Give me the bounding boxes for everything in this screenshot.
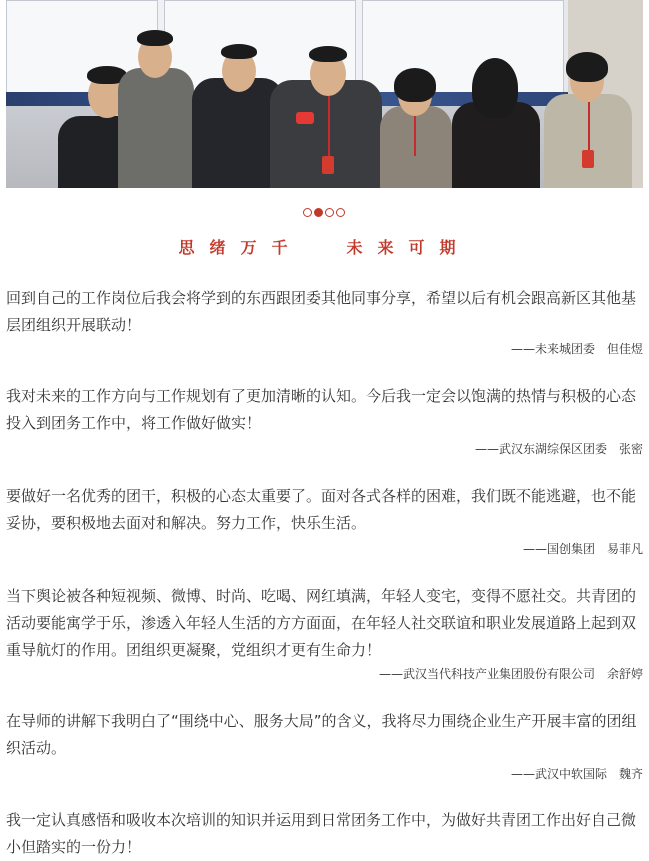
section-headline	[0, 235, 649, 258]
person	[452, 46, 540, 188]
person	[118, 16, 194, 188]
person	[544, 42, 632, 188]
testimonial-signature: ——武汉东湖综保区团委 张密	[474, 442, 643, 456]
microphone-icon	[296, 112, 314, 124]
carousel-indicator	[303, 207, 347, 219]
testimonial-signature: ——武汉当代科技产业集团股份有限公司 余舒婷	[378, 667, 643, 681]
testimonial-signature: ——国创集团 易菲凡	[522, 542, 643, 556]
person	[270, 24, 382, 188]
testimonial-signature: ——武汉中软国际 魏齐	[510, 767, 643, 781]
carousel-dot[interactable]	[303, 208, 312, 217]
person	[380, 54, 452, 188]
group-photo	[6, 0, 643, 188]
testimonial-text: 要做好一名优秀的团干，积极的心态太重要了。面对各式各样的困难，我们既不能逃避，也不能妥协，要积极地去面对和解决。努力工作，快乐生活。	[6, 487, 637, 532]
carousel-dot-active[interactable]	[314, 208, 323, 217]
carousel-dot[interactable]	[325, 208, 334, 217]
testimonial-text: 我对未来的工作方向与工作规划有了更加清晰的认知。今后我一定会以饱满的热情与积极的心态投入到团务工作中，将工作做好做实！	[6, 387, 637, 432]
testimonial-text: 我一定认真感悟和吸收本次培训的知识并运用到日常团务工作中，为做好共青团工作出好自己微小但踏实的一份力！	[6, 811, 637, 856]
testimonial-text: 回到自己的工作岗位后我会将学到的东西跟团委其他同事分享，希望以后有机会跟高新区其他基层团组织开展联动！	[6, 289, 637, 334]
headline-left: 思绪万千	[178, 238, 303, 257]
testimonial-text: 在导师的讲解下我明白了“围绕中心、服务大局”的含义，我将尽力围绕企业生产开展丰富的团组织活动。	[6, 712, 637, 757]
testimonial-text: 当下舆论被各种短视频、微博、时尚、吃喝、网红填满，年轻人变宅，变得不愿社交。共青团的活动要能寓学于乐，渗透入年轻人生活的方方面面，在年轻人社交联谊和职业发展道路上起到双重导航灯的作用。团组织更凝聚，党组织才更有生命力！	[6, 587, 637, 659]
testimonial-signature: ——未来城团委 但佳煜	[510, 342, 643, 356]
carousel-dot[interactable]	[336, 208, 345, 217]
headline-right: 未来可期	[346, 238, 471, 257]
